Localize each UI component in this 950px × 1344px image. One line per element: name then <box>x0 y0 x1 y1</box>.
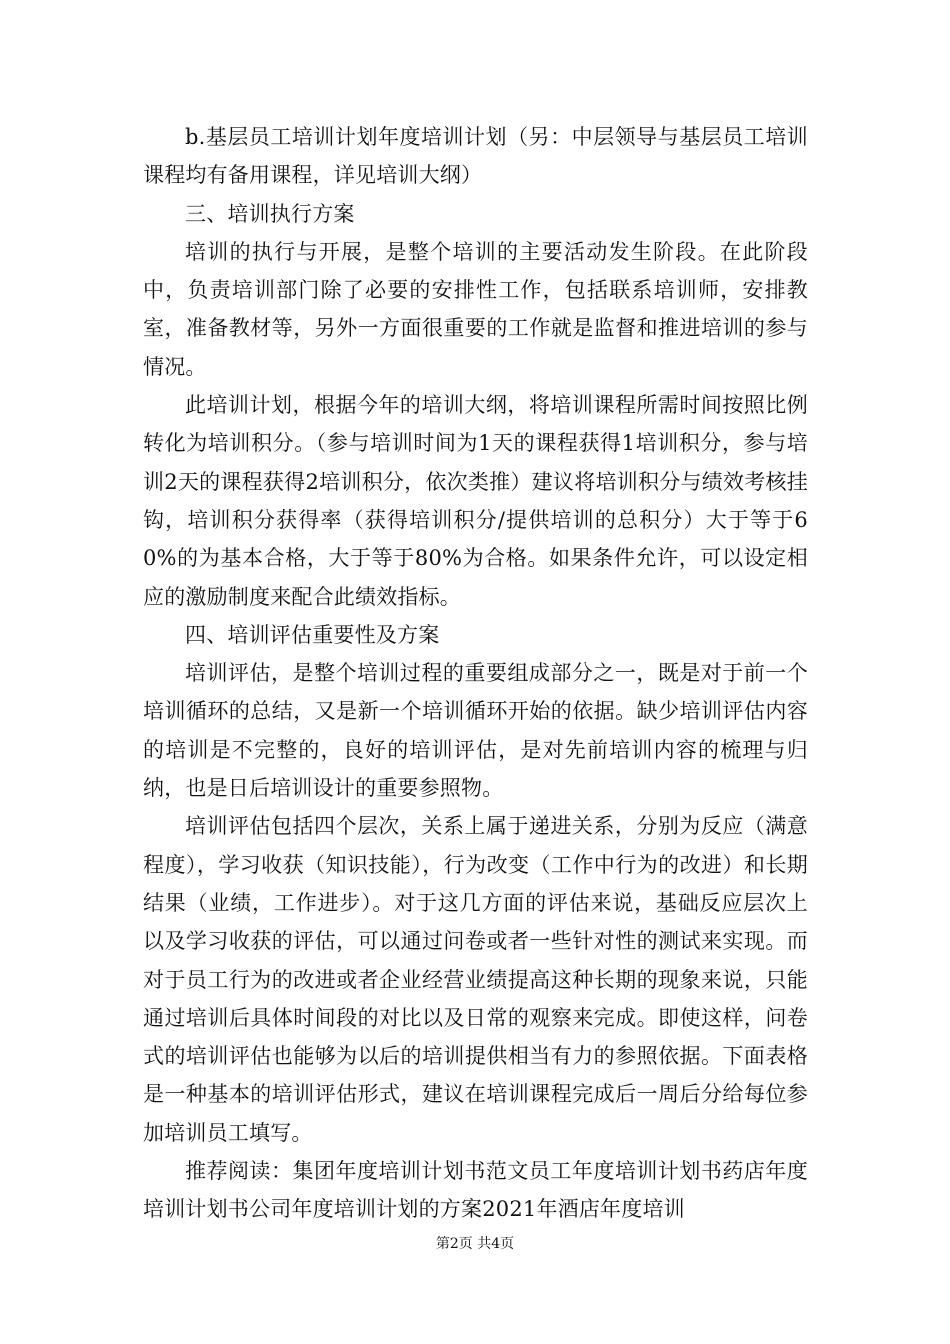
paragraph-recommended-reading: 推荐阅读：集团年度培训计划书范文员工年度培训计划书药店年度培训计划书公司年度培训计划的方案2021年酒店年度培训 <box>143 1159 808 1222</box>
section-heading-execution: 三、培训执行方案 <box>185 201 355 226</box>
page-footer <box>0 1235 950 1253</box>
footer-suffix: 页 <box>500 1236 515 1252</box>
document-body <box>143 118 808 1229</box>
footer-current-page: 2 <box>449 1236 459 1252</box>
section-heading-evaluation: 四、培训评估重要性及方案 <box>185 622 440 647</box>
paragraph-evaluation-importance: 培训评估，是整个培训过程的重要组成部分之一，既是对于前一个培训循环的总结，又是新一个培训循环开始的依据。缺少培训评估内容的培训是不完整的，良好的培训评估，是对先前培训内容的梳理与归纳，也是日后培训设计的重要参照物。 <box>143 661 808 801</box>
paragraph-training-credits: 此培训计划，根据今年的培训大纲，将培训课程所需时间按照比例转化为培训积分。（参与培训时间为1天的课程获得1培训积分，参与培训2天的课程获得2培训积分，依次类推）建议将培训积分与绩效考核挂钩，培训积分获得率（获得培训积分/提供培训的总积分）大于等于60%的为基本合格，大于等于80%为合格。如果条件允许，可以设定相应的激励制度来配合此绩效指标。 <box>143 393 808 609</box>
footer-total-pages: 4 <box>491 1236 501 1252</box>
footer-middle: 页 共 <box>458 1236 492 1252</box>
paragraph-evaluation-levels: 培训评估包括四个层次，关系上属于递进关系，分别为反应（满意程度），学习收获（知识技能），行为改变（工作中行为的改进）和长期结果（业绩，工作进步）。对于这几方面的评估来说，基础反应层次上以及学习收获的评估，可以通过问卷或者一些针对性的测试来实现。而对于员工行为的改进或者企业经营业绩提高这种长期的现象来说，只能通过培训后具体时间段的对比以及日常的观察来完成。即使这样，问卷式的培训评估也能够为以后的培训提供相当有力的参照依据。下面表格是一种基本的培训评估形式，建议在培训课程完成后一周后分给每位参加培训员工填写。 <box>143 814 808 1145</box>
paragraph-execution: 培训的执行与开展，是整个培训的主要活动发生阶段。在此阶段中，负责培训部门除了必要的安排性工作，包括联系培训师，安排教室，准备教材等，另外一方面很重要的工作就是监督和推进培训的参与情况。 <box>143 239 808 379</box>
paragraph-basic-staff-plan: b.基层员工培训计划年度培训计划（另：中层领导与基层员工培训课程均有备用课程，详见培训大纲） <box>143 125 808 188</box>
footer-prefix: 第 <box>435 1236 450 1252</box>
